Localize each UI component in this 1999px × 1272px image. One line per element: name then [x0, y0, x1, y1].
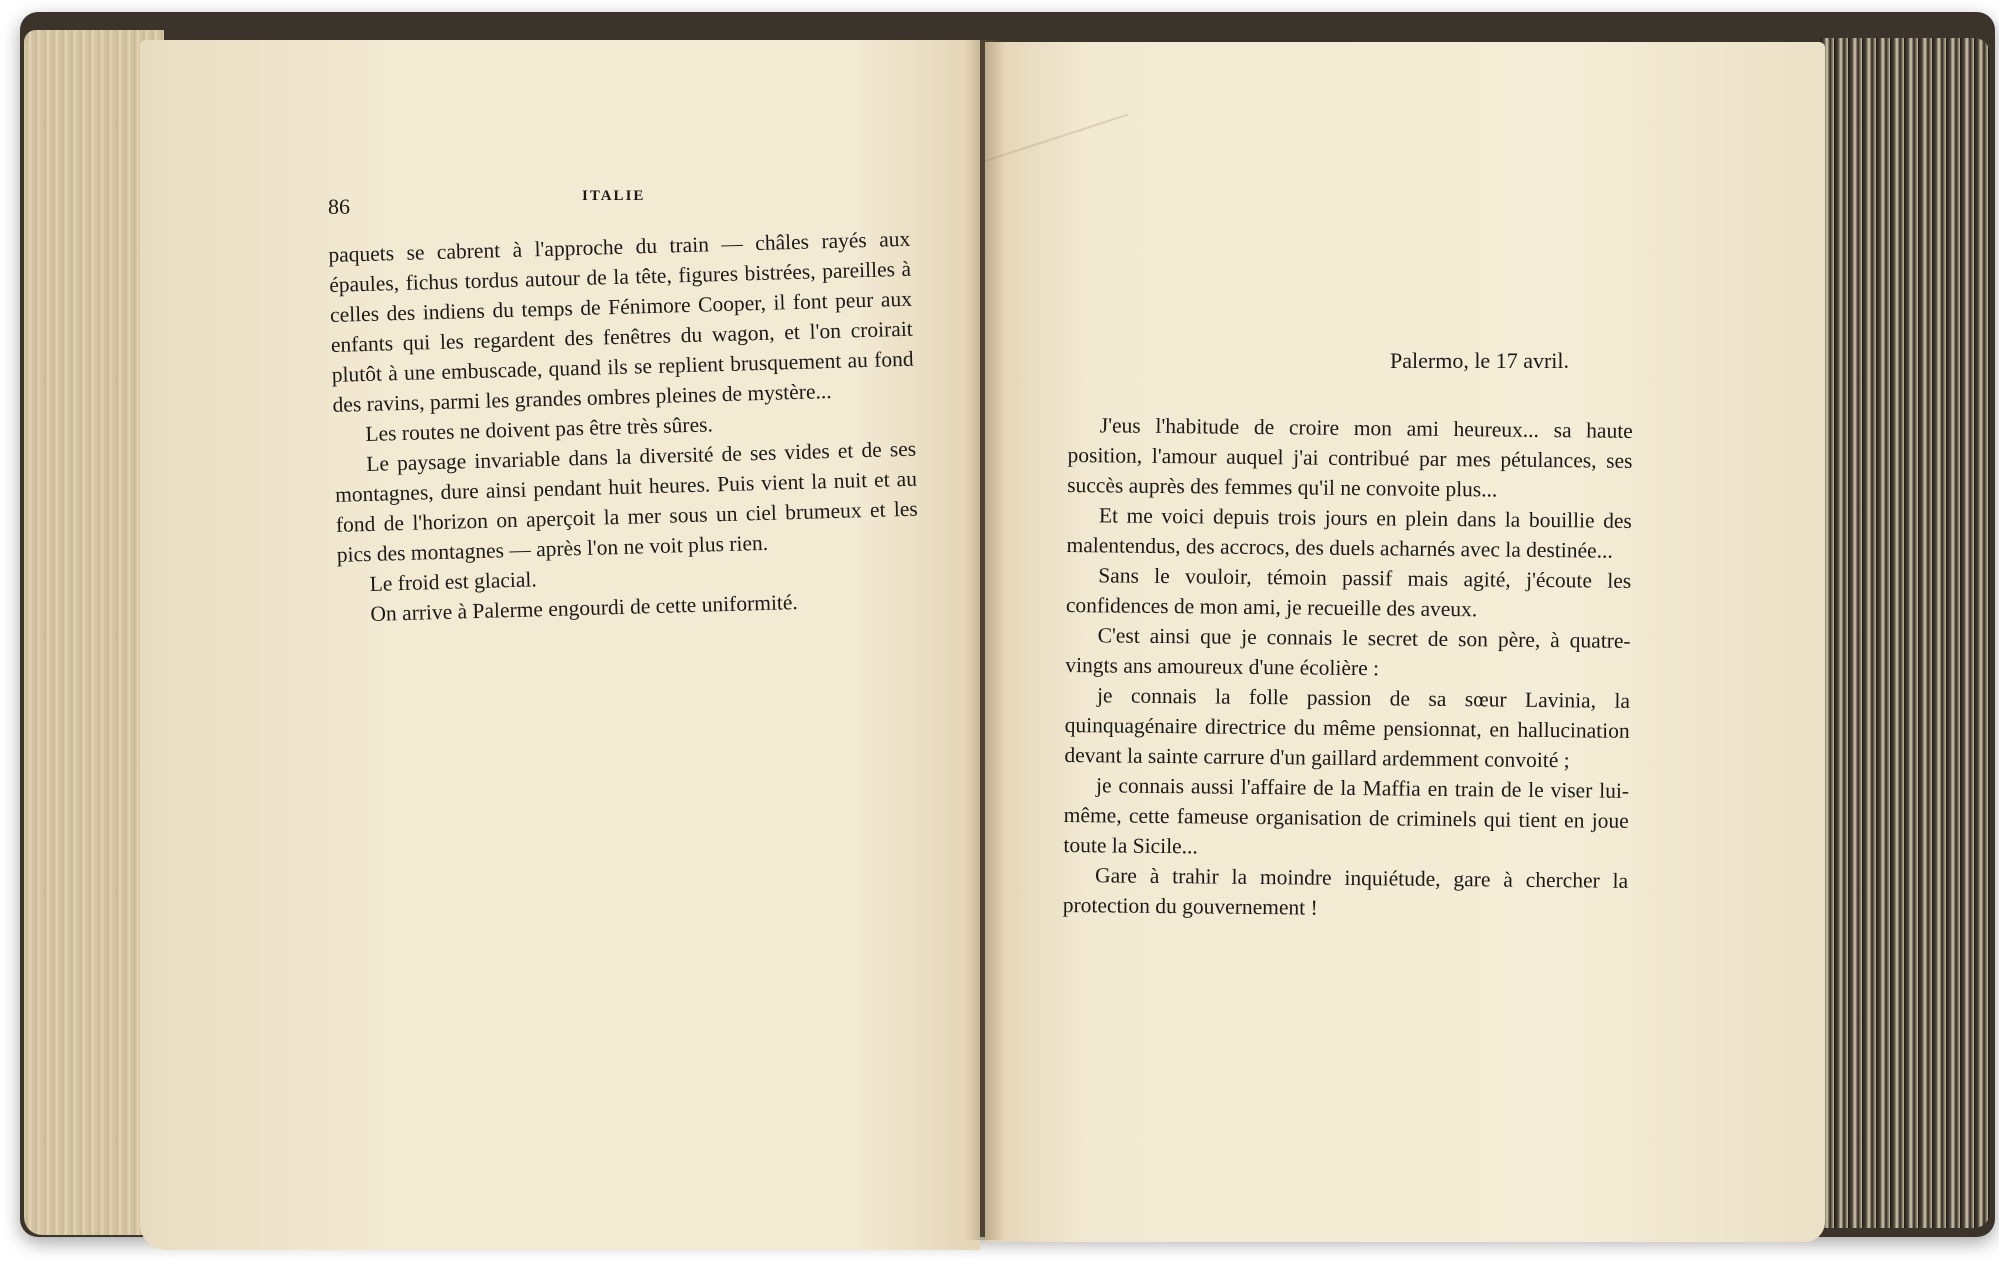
right-paragraph-1: J'eus l'habitude de croire mon ami heureux... sa haute position, l'amour auquel j'ai contribué par mes pétulances, ses succès auprès des femmes qu'il ne convoite plus...	[1067, 413, 1633, 502]
left-page	[140, 40, 980, 1250]
page-number: 86	[328, 194, 350, 219]
left-paragraph-3: Le paysage invariable dans la diversité de ses vides et de ses montagnes, dure ainsi pendant huit heures. Puis vient la nuit et au fond de l'horizon on aperçoit la mer sous un ciel brumeux et les pics des montagnes — après l'on ne voit plus rien.	[334, 436, 919, 567]
right-paragraph-3: Sans le vouloir, témoin passif mais agité, j'écoute les confidences de mon ami, je recueille des aveux.	[1065, 563, 1632, 622]
right-paragraph-6: je connais aussi l'affaire de la Maffia en train de le viser lui-même, cette fameuse organisation de criminels qui tient en joue toute la Sicile...	[1063, 773, 1630, 859]
right-page-text	[1063, 410, 1633, 926]
left-paragraph-1: paquets se cabrent à l'approche du train — châles rayés aux épaules, fichus tordus autour de la tête, figures bistrées, pareilles à celles des indiens du temps de Fénimore Cooper, il font peur aux enfants qui les regardent des fenêtres du wagon, et l'on croirait plutôt à une embuscade, quand ils se replient brusquement au fond des ravins, parmi les grandes ombres pleines de mystère...	[328, 226, 914, 417]
left-paragraph-2: Les routes ne doivent pas être très sûres.	[365, 412, 714, 447]
left-paragraph-5: On arrive à Palerme engourdi de cette uniformité.	[370, 590, 799, 626]
running-title: ITALIE	[582, 188, 646, 204]
book-gutter	[965, 40, 1005, 1240]
right-paragraph-2: Et me voici depuis trois jours en plein dans la bouillie des malentendus, des accrocs, des duels acharnés avec la destinée...	[1066, 503, 1632, 563]
right-paragraph-5: je connais la folle passion de sa sœur Lavinia, la quinquagénaire directrice du même pensionnat, en hallucination devant la sainte carrure d'un gaillard ardemment convoité ;	[1064, 683, 1631, 773]
right-page-edges	[1820, 38, 1990, 1228]
letter-dateline: Palermo, le 17 avril.	[1390, 348, 1570, 373]
right-paragraph-7: Gare à trahir la moindre inquiétude, gare à chercher la protection du gouvernement !	[1062, 863, 1629, 920]
left-page-text	[328, 224, 921, 630]
right-paragraph-4: C'est ainsi que je connais le secret de son père, à quatre-vingts ans amoureux d'une écolière :	[1065, 623, 1631, 681]
left-paragraph-4: Le froid est glacial.	[369, 567, 538, 596]
